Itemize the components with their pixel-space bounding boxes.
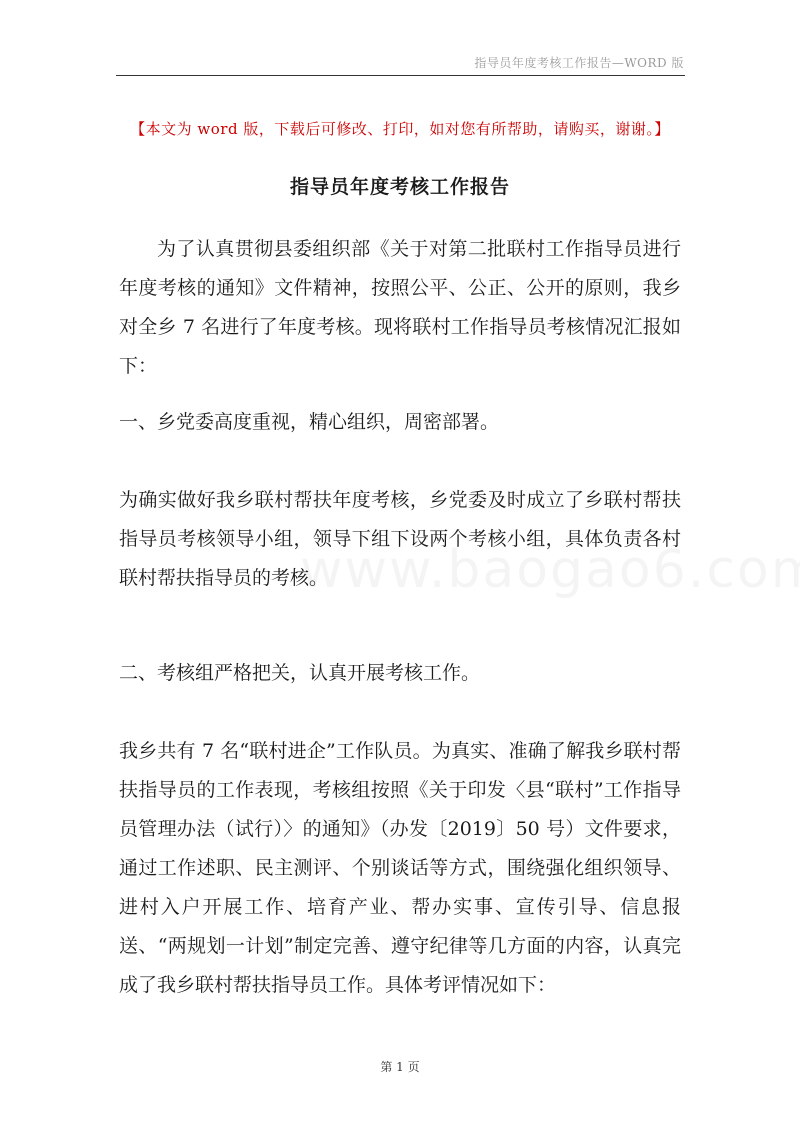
intro-paragraph: 为了认真贯彻县委组织部《关于对第二批联村工作指导员进行年度考核的通知》文件精神，按照公平、公正、公开的原则，我乡对全乡 7 名进行了年度考核。现将联村工作指导员考核情况汇报如下： bbox=[119, 238, 681, 377]
running-header: 指导员年度考核工作报告—WORD 版 bbox=[474, 56, 684, 70]
section-heading-2: 二、考核组严格把关，认真开展考核工作。 bbox=[119, 662, 481, 684]
header-divider bbox=[116, 75, 685, 76]
section-2-paragraph: 我乡共有 7 名“联村进企”工作队员。为真实、准确了解我乡联村帮扶指导员的工作表现，考核组按照《关于印发〈县“联村”工作指导员管理办法（试行）〉的通知》（办发〔2019〕50 号）文件要求，通过工作述职、民主测评、个别谈话等方式，围绕强化组织领导、进村入户开展工作、培育产业、帮办实事、宣传引导、信息报送、“两规划一计划”制定完善、遵守纪律等几方面的内容，认真完成了我乡联村帮扶指导员工作。具体考评情况如下： bbox=[119, 740, 681, 996]
document-title: 指导员年度考核工作报告 bbox=[289, 176, 510, 198]
page-number: 第 1 页 bbox=[380, 1060, 420, 1074]
section-heading-1: 一、乡党委高度重视，精心组织，周密部署。 bbox=[119, 411, 500, 433]
section-1-paragraph: 为确实做好我乡联村帮扶年度考核，乡党委及时成立了乡联村帮扶指导员考核领导小组，领导下组下设两个考核小组，具体负责各村联村帮扶指导员的考核。 bbox=[119, 489, 681, 589]
purchase-notice: 【本文为 word 版，下载后可修改、打印，如对您有所帮助，请购买，谢谢。】 bbox=[130, 120, 670, 138]
